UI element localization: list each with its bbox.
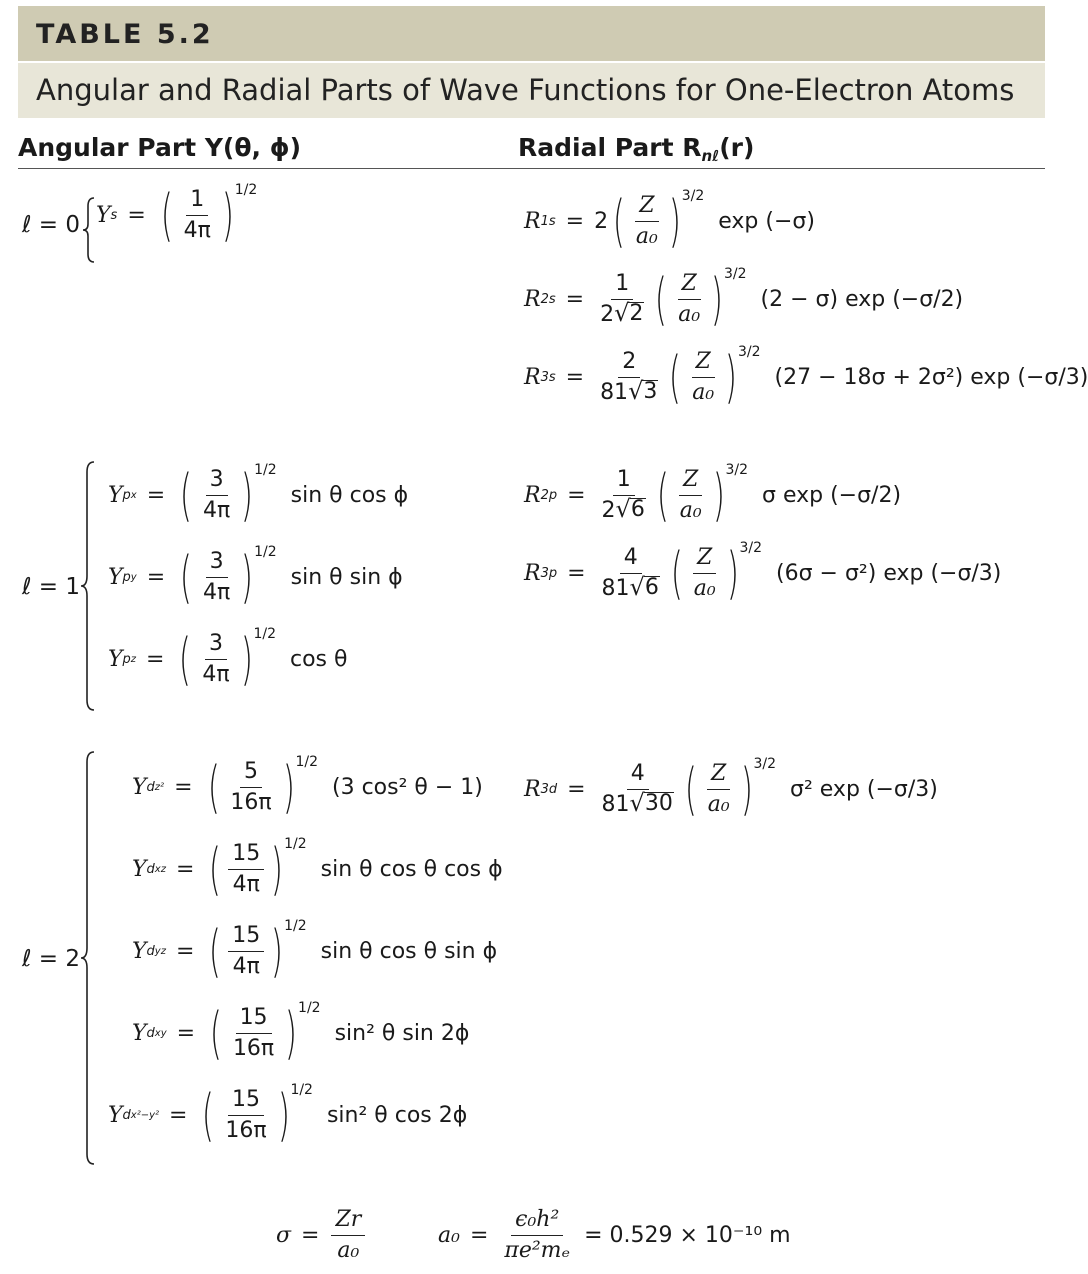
- angular-row: [132, 917, 498, 984]
- radial-subscript: 3p: [540, 566, 558, 581]
- radial-coefficient-factor: 2: [601, 498, 616, 523]
- angular-subscript: s: [110, 208, 118, 223]
- angular-subscript: p: [122, 652, 131, 667]
- radial-numerator: Z: [679, 466, 702, 496]
- group-label-l1: ℓ = 1: [22, 574, 81, 600]
- angular-symbol: Y: [132, 1021, 147, 1046]
- radial-denominator: a₀: [635, 224, 658, 249]
- radial-coefficient-numerator: 2: [618, 348, 640, 378]
- angular-paren: [175, 543, 277, 610]
- angular-denominator: 4π: [202, 662, 230, 687]
- equals-sign: =: [146, 483, 166, 508]
- equals-sign: =: [174, 775, 193, 800]
- angular-symbol: Y: [132, 857, 147, 882]
- angular-paren: [175, 461, 277, 528]
- angular-numerator: 3: [206, 466, 228, 496]
- angular-power: 1/2: [284, 917, 307, 934]
- brace-l2: [80, 750, 96, 1166]
- angular-subscript: p: [122, 488, 131, 503]
- radial-denominator: a₀: [679, 498, 702, 523]
- radial-coefficient-factor: 2: [600, 302, 615, 327]
- angular-row: [108, 461, 409, 528]
- radial-coefficient-factor: 81: [600, 380, 629, 405]
- angular-subscript: d: [146, 1026, 155, 1041]
- radial-power: 3/2: [724, 265, 747, 282]
- radical-argument: 6: [644, 575, 659, 600]
- radial-power: 3/2: [739, 539, 763, 556]
- a0-denominator: πe²mₑ: [504, 1238, 571, 1263]
- radial-row: [524, 343, 1088, 410]
- radial-exponential-factor: exp (−σ): [718, 209, 815, 234]
- angular-fraction: [228, 840, 264, 899]
- a0-value: = 0.529 × 10⁻¹⁰ m: [584, 1223, 791, 1248]
- angular-numerator: 3: [206, 548, 228, 578]
- radial-left-paren: (: [655, 266, 668, 332]
- angular-trig-factor: sin² θ sin 2ϕ: [334, 1021, 470, 1046]
- radial-right-paren: ): [740, 756, 753, 822]
- radial-power: 3/2: [753, 755, 777, 772]
- angular-right-paren: ): [282, 754, 295, 820]
- radial-paren: [608, 187, 705, 254]
- angular-trig-factor: sin θ sin ϕ: [290, 565, 403, 590]
- radial-coefficient-fraction: [598, 760, 678, 819]
- radical-sign: √: [628, 377, 644, 405]
- angular-row: [108, 543, 403, 610]
- radial-row: [524, 187, 815, 254]
- radial-symbol: R: [524, 777, 541, 802]
- radical-sign: √: [615, 495, 631, 523]
- angular-numerator: 1: [186, 186, 208, 216]
- sigma-symbol: σ: [276, 1223, 292, 1248]
- square-root: [630, 791, 674, 815]
- angular-row: [96, 181, 258, 248]
- sigma-denominator: a₀: [337, 1238, 360, 1263]
- equals-sign: =: [127, 203, 146, 228]
- radial-row: [524, 461, 902, 528]
- angular-sub-subscript: x: [130, 490, 137, 501]
- radical-sign: √: [629, 573, 645, 601]
- angular-paren: [197, 1081, 313, 1148]
- square-root: [616, 497, 646, 521]
- radial-header-label: Radial Part R: [518, 133, 702, 162]
- angular-symbol: Y: [108, 483, 123, 508]
- header-rule: [18, 168, 1045, 169]
- angular-left-paren: (: [209, 1000, 223, 1066]
- a0-numerator: ϵ₀h²: [511, 1206, 563, 1236]
- radial-symbol: R: [524, 209, 541, 234]
- angular-subscript: d: [146, 944, 155, 959]
- radial-power: 3/2: [681, 187, 705, 204]
- angular-sub-subscript: z: [130, 654, 137, 665]
- angular-numerator: 15: [228, 922, 264, 952]
- angular-power: 1/2: [254, 461, 277, 478]
- angular-symbol: Y: [132, 775, 147, 800]
- radial-numerator: Z: [678, 270, 701, 300]
- angular-fraction: [180, 186, 215, 245]
- radial-coefficient-numerator: 4: [620, 544, 642, 574]
- angular-numerator: 15: [228, 1086, 264, 1116]
- radial-fraction: [676, 466, 706, 525]
- angular-paren: [156, 181, 258, 248]
- radical-sign: √: [614, 299, 630, 327]
- radial-power: 3/2: [738, 343, 761, 360]
- radial-coefficient-numerator: 4: [627, 760, 649, 790]
- radial-paren: [664, 343, 761, 410]
- angular-subscript: d: [122, 1108, 131, 1123]
- equals-sign: =: [567, 483, 586, 508]
- radial-header-arg: (r): [719, 133, 755, 162]
- radial-coefficient-numerator: 1: [611, 270, 633, 300]
- angular-fraction: [228, 922, 264, 981]
- radial-coefficient-fraction: [596, 348, 662, 407]
- radial-coefficient-factor: 81: [601, 792, 630, 817]
- radial-fraction: [632, 192, 662, 251]
- angular-sub-subscript: z²: [154, 782, 165, 793]
- angular-denominator: 4π: [203, 498, 231, 523]
- angular-numerator: 15: [236, 1004, 272, 1034]
- angular-subscript: p: [122, 570, 131, 585]
- radial-coefficient-numerator: 1: [613, 466, 635, 496]
- radial-right-paren: ): [712, 462, 725, 528]
- angular-trig-factor: sin² θ cos 2ϕ: [326, 1103, 468, 1128]
- radial-symbol: R: [524, 483, 541, 508]
- angular-left-paren: (: [180, 462, 193, 528]
- radial-coefficient-fraction: [596, 270, 648, 329]
- angular-denominator: 4π: [232, 954, 260, 979]
- radial-subscript: 3s: [540, 370, 556, 385]
- brace-l0: [82, 196, 96, 264]
- radial-header-sub: nℓ: [701, 147, 720, 165]
- angular-symbol: Y: [132, 939, 147, 964]
- angular-right-paren: ): [240, 626, 253, 692]
- sigma-definition: σ = $\frac{Zr}{\text{a₀}}$: [276, 1206, 367, 1265]
- square-root: [628, 379, 658, 403]
- angular-right-paren: ): [221, 182, 234, 248]
- radial-numerator: Z: [692, 348, 715, 378]
- angular-sub-subscript: xy: [154, 1028, 167, 1039]
- a0-definition: a₀ = $\frac{\text{ϵ₀h²}}{\text{πe²mₑ}}$ = 0.529 × 10⁻¹⁰ m: [438, 1207, 791, 1263]
- angular-right-paren: ): [241, 462, 254, 528]
- angular-denominator: 4π: [232, 872, 260, 897]
- brace-l1: [80, 460, 96, 712]
- angular-fraction: [226, 758, 275, 817]
- equals-sign: =: [146, 647, 165, 672]
- angular-sub-subscript: y: [130, 572, 137, 583]
- equals-sign: =: [565, 209, 585, 234]
- radial-left-paren: (: [669, 344, 682, 410]
- radial-fraction: [688, 348, 718, 407]
- equals-sign: =: [176, 1021, 196, 1046]
- radial-exponential-factor: (27 − 18σ + 2σ²) exp (−σ/3): [774, 365, 1088, 390]
- angular-fraction: [199, 548, 234, 607]
- angular-power: 1/2: [284, 835, 307, 852]
- radial-right-paren: ): [725, 344, 738, 410]
- angular-fraction: [229, 1004, 278, 1063]
- angular-row: [108, 1081, 468, 1148]
- angular-left-paren: (: [209, 918, 222, 984]
- radial-exponential-factor: (6σ − σ²) exp (−σ/3): [776, 561, 1002, 586]
- radial-paren: [650, 265, 747, 332]
- equals-sign: =: [565, 287, 585, 312]
- angular-sub-subscript: xz: [154, 864, 166, 875]
- square-root: [630, 575, 660, 599]
- angular-header: Angular Part Y(θ, ϕ): [18, 133, 302, 162]
- angular-sub-subscript: yz: [154, 946, 166, 957]
- radial-coefficient-denominator: [598, 574, 664, 603]
- angular-trig-factor: sin θ cos θ cos ϕ: [320, 857, 503, 882]
- angular-subscript: d: [146, 862, 155, 877]
- equals-sign: =: [567, 777, 586, 802]
- radial-coefficient-fraction: [598, 544, 664, 603]
- radial-denominator: a₀: [692, 380, 715, 405]
- radial-row: [524, 539, 1002, 606]
- radial-left-paren: (: [612, 188, 626, 254]
- angular-denominator: 16π: [230, 790, 272, 815]
- angular-power: 1/2: [298, 999, 321, 1016]
- angular-fraction: [198, 630, 233, 689]
- angular-left-paren: (: [202, 1082, 215, 1148]
- table-label: TABLE 5.2: [36, 19, 214, 50]
- angular-right-paren: ): [271, 836, 284, 902]
- radial-row: [524, 755, 938, 822]
- radial-fraction: [674, 270, 704, 329]
- radial-exponential-factor: σ² exp (−σ/3): [790, 777, 938, 802]
- angular-fraction: [199, 466, 234, 525]
- radial-numerator: Z: [635, 192, 658, 222]
- angular-denominator: 4π: [183, 218, 211, 243]
- radial-denominator: a₀: [693, 576, 716, 601]
- radial-fraction: [690, 544, 720, 603]
- radial-coefficient-fraction: [598, 466, 650, 525]
- angular-trig-factor: (3 cos² θ − 1): [332, 775, 483, 800]
- equals-sign: =: [146, 565, 166, 590]
- radial-left-paren: (: [684, 756, 697, 822]
- angular-paren: [204, 917, 307, 984]
- radial-paren: [652, 461, 749, 528]
- radial-numerator: Z: [693, 544, 716, 574]
- radial-fraction: [704, 760, 734, 819]
- angular-symbol: Y: [108, 565, 123, 590]
- radical-sign: √: [629, 789, 645, 817]
- radial-coefficient-factor: 81: [601, 576, 630, 601]
- angular-numerator: 5: [240, 758, 262, 788]
- radical-argument: 30: [644, 791, 673, 816]
- angular-left-paren: (: [209, 836, 222, 902]
- angular-right-paren: ): [271, 918, 284, 984]
- radial-coefficient-denominator: [598, 790, 678, 819]
- angular-power: 1/2: [295, 753, 318, 770]
- angular-symbol: Y: [96, 203, 111, 228]
- group-label-l2: ℓ = 2: [22, 946, 81, 972]
- radial-subscript: 2p: [540, 488, 558, 503]
- a0-symbol: a₀: [438, 1223, 460, 1248]
- angular-power: 1/2: [234, 181, 258, 198]
- angular-trig-factor: sin θ cos ϕ: [290, 483, 409, 508]
- radical-argument: 3: [643, 379, 658, 404]
- radial-subscript: 2s: [540, 292, 556, 307]
- radial-row: [524, 265, 964, 332]
- table-label-bar: [18, 6, 1045, 61]
- angular-numerator: 15: [228, 840, 264, 870]
- angular-denominator: 16π: [225, 1118, 267, 1143]
- angular-paren: [174, 625, 276, 692]
- angular-subscript: d: [146, 780, 155, 795]
- angular-row: [132, 999, 470, 1066]
- angular-fraction: [221, 1086, 270, 1145]
- radial-left-paren: (: [670, 540, 683, 606]
- angular-left-paren: (: [160, 182, 173, 248]
- angular-trig-factor: cos θ: [289, 647, 348, 672]
- equals-sign: =: [175, 939, 195, 964]
- angular-symbol: Y: [108, 1103, 123, 1128]
- angular-denominator: 4π: [203, 580, 231, 605]
- angular-paren: [204, 835, 307, 902]
- radial-exponential-factor: σ exp (−σ/2): [762, 483, 902, 508]
- radial-symbol: R: [524, 365, 541, 390]
- angular-left-paren: (: [180, 544, 193, 610]
- radial-right-paren: ): [668, 188, 681, 254]
- radial-subscript: 3d: [540, 782, 558, 797]
- radial-denominator: a₀: [707, 792, 730, 817]
- radial-symbol: R: [524, 287, 541, 312]
- radial-power: 3/2: [725, 461, 749, 478]
- radial-left-paren: (: [656, 462, 669, 528]
- angular-sub-subscript: x²−y²: [130, 1110, 160, 1121]
- angular-left-paren: (: [207, 754, 220, 820]
- angular-symbol: Y: [108, 647, 123, 672]
- radial-right-paren: ): [726, 540, 739, 606]
- radial-subscript: 1s: [540, 214, 556, 229]
- angular-power: 1/2: [253, 625, 276, 642]
- angular-row: [132, 753, 483, 820]
- angular-paren: [205, 999, 321, 1066]
- radial-right-paren: ): [711, 266, 724, 332]
- radial-coefficient-denominator: [596, 300, 648, 329]
- angular-denominator: 16π: [232, 1036, 275, 1061]
- sigma-numerator: Zr: [331, 1206, 365, 1236]
- angular-paren: [203, 753, 319, 820]
- radial-exponential-factor: (2 − σ) exp (−σ/2): [760, 287, 964, 312]
- equals-sign: =: [169, 1103, 188, 1128]
- square-root: [614, 301, 644, 325]
- group-label-l0: ℓ = 0: [22, 212, 81, 238]
- angular-right-paren: ): [241, 544, 254, 610]
- radial-symbol: R: [524, 561, 541, 586]
- radical-argument: 2: [629, 301, 644, 326]
- angular-left-paren: (: [179, 626, 192, 692]
- radial-coefficient-denominator: [598, 496, 650, 525]
- angular-row: [132, 835, 503, 902]
- radial-denominator: a₀: [678, 302, 701, 327]
- equals-sign: =: [175, 857, 195, 882]
- radical-argument: 6: [630, 497, 645, 522]
- angular-power: 1/2: [254, 543, 277, 560]
- angular-trig-factor: sin θ cos θ sin ϕ: [320, 939, 498, 964]
- angular-right-paren: ): [277, 1082, 290, 1148]
- radial-paren: [680, 755, 777, 822]
- radial-coefficient-denominator: [596, 378, 662, 407]
- angular-right-paren: ): [285, 1000, 298, 1066]
- table-title: Angular and Radial Parts of Wave Functions for One-Electron Atoms: [36, 73, 1015, 107]
- table-title-bar: [18, 63, 1045, 118]
- angular-numerator: 3: [205, 630, 227, 660]
- equals-sign: =: [567, 561, 586, 586]
- radial-numerator: Z: [707, 760, 730, 790]
- equals-sign: =: [565, 365, 585, 390]
- radial-header: [518, 133, 754, 165]
- angular-row: [108, 625, 348, 692]
- radial-paren: [666, 539, 763, 606]
- angular-power: 1/2: [290, 1081, 313, 1098]
- radial-coefficient: 2: [594, 209, 609, 234]
